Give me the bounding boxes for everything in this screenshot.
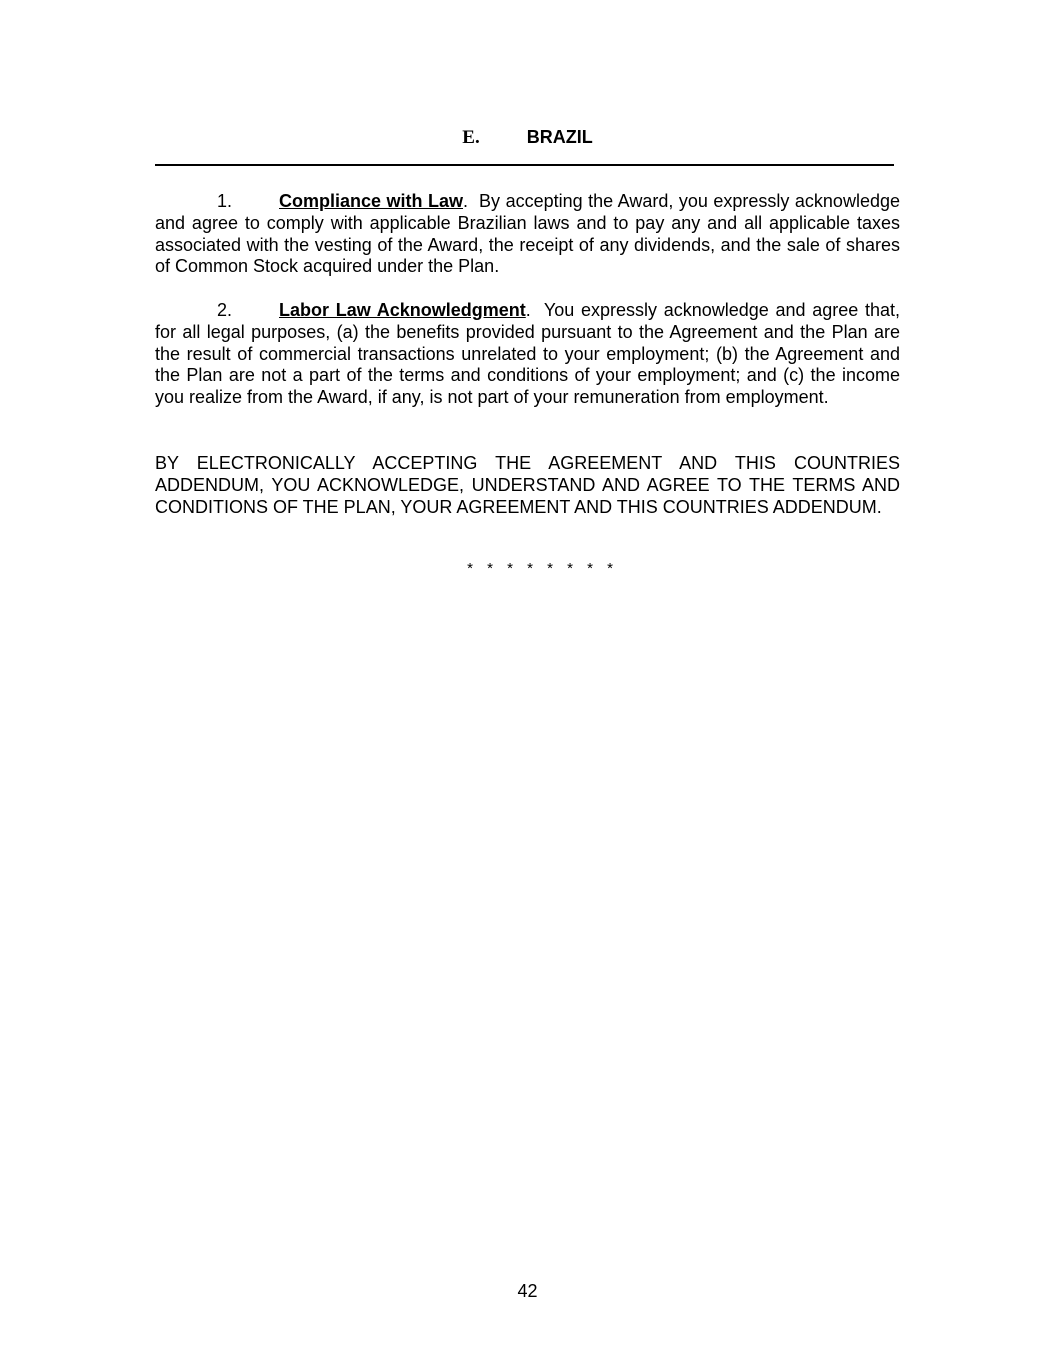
paragraph-caption: Labor Law Acknowledgment: [279, 300, 526, 320]
section-title: BRAZIL: [526, 127, 593, 147]
section-heading: [155, 124, 900, 151]
paragraph-number: 1.: [217, 191, 233, 211]
page-number: 42: [517, 1281, 538, 1301]
paragraph-text: You expressly acknowledge and agree that, for all legal purposes, (a) the benefits provided pursuant to the Agreement and the Plan are the result of commercial transactions unrelated to your employment; (b) the Agreement and the Plan are not a part of the terms and conditions of your employment; and (c) the income you realize from the Award, if any, is not part of your remuneration from employment.: [155, 300, 906, 408]
closing-statement: BY ELECTRONICALLY ACCEPTING THE AGREEMENT AND THIS COUNTRIES ADDENDUM, YOU ACKNOWLEDGE, UNDERSTAND AND AGREE TO THE TERMS AND CONDITIONS OF THE PLAN, YOUR AGREEMENT AND THIS COUNTRIES ADDENDUM.: [155, 453, 900, 517]
section-letter: E.: [462, 127, 480, 148]
asterisk-separator: * * * * * * * *: [467, 560, 618, 577]
caption-period: .: [463, 191, 469, 211]
paragraph-text: By accepting the Award, you expressly acknowledge and agree to comply with applicable Brazilian laws and to pay any and all applicable taxes associated with the vesting of the Award, the receipt of any dividends, and the sale of shares of Common Stock acquired under the Plan.: [155, 191, 906, 277]
caption-period: .: [525, 300, 531, 320]
paragraph-number: 2.: [217, 300, 233, 320]
paragraph-labor-law-acknowledgment: [155, 300, 906, 409]
paragraph-caption: Compliance with Law: [279, 191, 464, 211]
paragraph-compliance-with-law: [155, 191, 906, 278]
heading-rule: [155, 164, 894, 166]
